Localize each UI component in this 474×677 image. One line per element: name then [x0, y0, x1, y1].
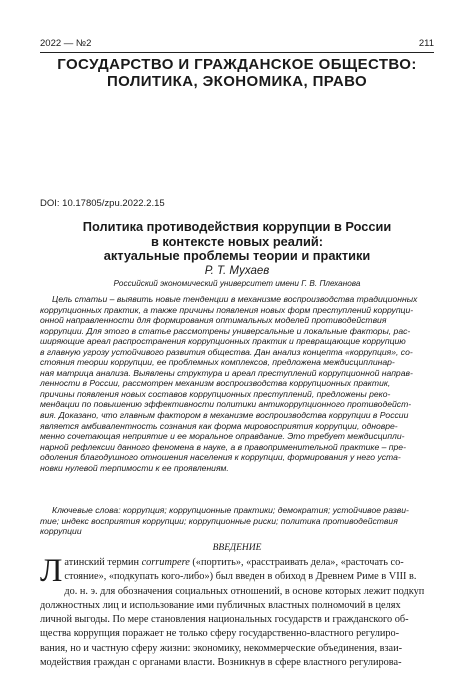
body-text-span: атинский термин	[64, 557, 142, 568]
section-title-line-1: ГОСУДАРСТВО И ГРАЖДАНСКОЕ ОБЩЕСТВО:	[57, 56, 417, 73]
running-head	[40, 38, 434, 50]
abstract-line: является амбивалентность сознания как форма мировосприятия коррупции, одновре-	[40, 420, 398, 431]
body-text	[40, 553, 434, 670]
section-title	[40, 56, 434, 90]
body-line: личной выгоды. По мере становления национальных государств и гражданского об-	[40, 614, 409, 626]
abstract-line: коррупционных практик, а также причины появления новых форм преступлений коррупци-	[40, 304, 414, 315]
abstract-line: причины появления новых составов коррупционных преступлений, предложены реко-	[40, 388, 391, 399]
body-text-span: («портить», «расстраивать дела», «расточать со-	[189, 557, 404, 568]
abstract-line: одоления благодушного отношения населения к коррупции, формирования у него уста-	[40, 452, 401, 463]
abstract-line: в главную угрозу устойчивого развития общества. Дан анализ концепта «коррупция», со-	[40, 346, 413, 357]
abstract-line: ширяющие ареал распространения коррупционных практик и превращающие коррупцию	[40, 336, 406, 347]
abstract-line: нарной рефлексии данного феномена в науке, а в правоприменительной практике – пре-	[40, 441, 406, 452]
abstract-line: менно сочетающая неприятие и ее моральное оправдание. Это требует междисципли-	[40, 431, 405, 442]
abstract	[40, 294, 434, 473]
doi: DOI: 10.17805/zpu.2022.2.15	[40, 198, 165, 209]
keywords-line: тие; индекс восприятия коррупции; коррупционные риски; политика противодействия	[40, 515, 398, 526]
abstract-line: вия. Доказано, что главным фактором в механизме воспроизводства коррупции в России	[40, 410, 409, 421]
issue-number: 2022 — №2	[40, 38, 92, 49]
body-line: модействия граждан с органами власти. Возникнув в сфере властного регулирова-	[40, 657, 402, 669]
abstract-line: онной направленности для формирования оптимальных моделей противодействия	[40, 315, 387, 326]
abstract-line: мендации по повышению эффективности политики антикоррупционного противодейст-	[40, 399, 412, 410]
header-rule	[40, 52, 434, 53]
abstract-line: стояния теории коррупции, ее проблемных комплексов, предложена междисциплинар-	[40, 357, 395, 368]
article-title-line-2: в контексте новых реалий:	[150, 233, 324, 249]
article-title-line-1: Политика противодействия коррупции в России	[82, 219, 392, 234]
drop-cap: Л	[40, 553, 63, 589]
section-title-line-2: ПОЛИТИКА, ЭКОНОМИКА, ПРАВО	[106, 73, 368, 90]
body-line	[40, 556, 434, 570]
body-line: до. н. э. для обозначения социальных отношений, в основе которых лежит подкуп	[64, 585, 425, 597]
article-title	[40, 220, 434, 264]
abstract-line: ная матрица анализа. Выявлены структура и ареал преступлений коррупционной направ-	[40, 367, 413, 378]
article-title-line-3: актуальные проблемы теории и практики	[103, 248, 371, 264]
abstract-line: новки нулевой терпимости к ее проявлениям.	[40, 462, 229, 473]
abstract-line: Цель статьи – выявить новые тенденции в механизме воспроизводства традиционных	[52, 294, 418, 304]
body-line: вания, но и частную сферу жизни: экономику, некоммерческие объединения, взаи-	[40, 642, 403, 654]
page-number: 211	[418, 38, 434, 49]
abstract-line: ленности в России, рассмотрен механизм воспроизводства коррупционных практик,	[40, 378, 391, 389]
latin-term: corrumpere	[141, 557, 190, 568]
author-name: Р. Т. Мухаев	[204, 265, 270, 277]
keywords-line: Ключевые слова: коррупция; коррупционные практики; демократия; устойчивое разви-	[52, 505, 409, 515]
introduction-heading: ВВЕДЕНИЕ	[212, 543, 262, 553]
keywords	[40, 505, 434, 537]
body-line: стояние», «подкупать кого-либо») был введен в обиход в Древнем Риме в VIII в.	[64, 571, 417, 583]
author-affiliation: Российский экономический университет имени Г. В. Плеханова	[113, 279, 361, 288]
abstract-line: коррупции. Для этого в статье рассмотрены универсальные и локальные факторы, рас-	[40, 325, 411, 336]
body-line: должностных лиц и использование ими публичных властных полномочий в целях	[40, 599, 401, 611]
keywords-line: коррупции	[40, 526, 82, 537]
body-line: щества коррупция поражает не только сферу государственно-властного регулиро-	[40, 628, 400, 640]
